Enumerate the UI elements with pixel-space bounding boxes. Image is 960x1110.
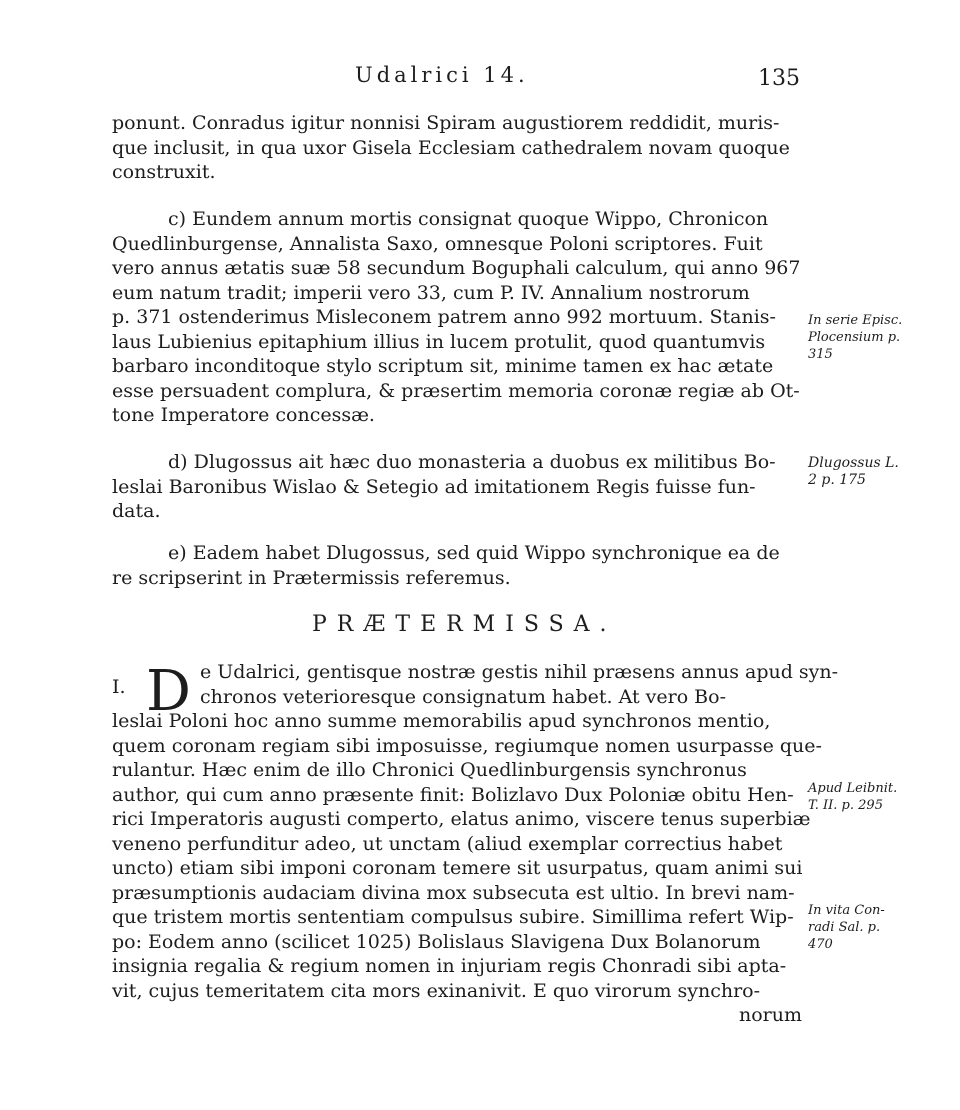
text-line: re scripserint in Prætermissis referemus. xyxy=(112,566,511,589)
text-line: po: Eodem anno (scilicet 1025) Bolislaus Slavigena Dux Bolanorum xyxy=(112,930,761,953)
footnote-e xyxy=(112,541,802,590)
text-line: esse persuadent complura, & præsertim memoria coronæ regiæ ab Ot- xyxy=(112,379,800,402)
text-line: e Udalrici, gentisque nostræ gestis nihil præsens annus apud syn- xyxy=(200,661,839,683)
margin-note-line: In serie Episc. xyxy=(808,313,903,328)
section-heading: PRÆTERMISSA. xyxy=(312,612,617,637)
text-line: p. 371 ostenderimus Misleconem patrem anno 992 mortuum. Stanis- xyxy=(112,306,776,328)
text-line: author, qui cum anno præsente finit: Bolizlavo Dux Poloniæ obitu Hen- xyxy=(112,783,794,806)
margin-note-line: 2 p. 175 xyxy=(808,472,866,488)
text-line: leslai Baronibus Wislao & Setegio ad imitationem Regis fuisse fun- xyxy=(112,475,756,498)
text-line: data. xyxy=(112,500,161,522)
text-line: veneno perfunditur adeo, ut unctam (aliud exemplar correctius habet xyxy=(112,832,783,855)
text-line: quem coronam regiam sibi imposuisse, regiumque nomen usurpasse que- xyxy=(112,734,822,757)
text-line: vit, cujus temeritatem cita mors exinanivit. E quo virorum synchro- xyxy=(112,979,761,1002)
footnote-c xyxy=(112,207,802,428)
text-line: rici Imperatoris augusti comperto, elatus animo, viscere tenus superbiæ xyxy=(112,808,811,830)
drop-cap: D xyxy=(146,659,191,724)
text-line: tone Imperatore concessæ. xyxy=(112,404,375,426)
text-line: uncto) etiam sibi imponi coronam temere sit usurpatus, quam animi sui xyxy=(112,857,803,879)
paragraph-block-1 xyxy=(112,111,802,185)
text-line: chronos veterioresque consignatum habet. At vero Bo- xyxy=(200,685,726,708)
footnote-d xyxy=(112,450,802,524)
page-number: 135 xyxy=(758,66,800,91)
margin-note-line: Dlugossus L. xyxy=(808,455,899,471)
margin-note-leibnit xyxy=(808,780,897,814)
text-line: que tristem mortis sententiam compulsus subire. Simillima refert Wip- xyxy=(112,906,794,928)
text-line: c) Eundem annum mortis consignat quoque Wippo, Chronicon xyxy=(168,208,769,230)
text-line: e) Eadem habet Dlugossus, sed quid Wippo synchronique ea de xyxy=(168,542,780,564)
text-line: præsumptionis audaciam divina mox subsecuta est ultio. In brevi nam- xyxy=(112,881,795,904)
text-line: barbaro inconditoque stylo scriptum sit, minime tamen ex hac ætate xyxy=(112,355,774,377)
text-line: construxit. xyxy=(112,161,216,183)
text-line: eum natum tradit; imperii vero 33, cum P. IV. Annalium nostrorum xyxy=(112,281,750,304)
text-line: Quedlinburgense, Annalista Saxo, omnesque Poloni scriptores. Fuit xyxy=(112,232,763,255)
text-line: vero annus ætatis suæ 58 secundum Boguphali calculum, qui anno 967 xyxy=(112,257,801,279)
margin-note-line: 470 xyxy=(808,937,833,952)
section-number: I. xyxy=(112,676,126,698)
text-line: insignia regalia & regium nomen in injuriam regis Chonradi sibi apta- xyxy=(112,955,787,977)
margin-note-line: In vita Con- xyxy=(808,903,885,918)
running-title: Udalrici 14. xyxy=(355,63,529,87)
margin-note-vita-conradi xyxy=(808,902,885,953)
margin-note-plocensium xyxy=(808,312,902,363)
margin-note-line: T. II. p. 295 xyxy=(808,798,883,813)
text-line: rulantur. Hæc enim de illo Chronici Quedlinburgensis synchronus xyxy=(112,759,747,781)
margin-note-line: Apud Leibnit. xyxy=(808,781,898,796)
text-line: d) Dlugossus ait hæc duo monasteria a duobus ex militibus Bo- xyxy=(168,451,776,473)
text-line: ponunt. Conradus igitur nonnisi Spiram augustiorem reddidit, muris- xyxy=(112,112,780,134)
margin-note-line: radi Sal. p. xyxy=(808,920,881,935)
text-line: laus Lubienius epitaphium illius in lucem protulit, quod quantumvis xyxy=(112,330,766,353)
margin-note-line: Plocensium p. xyxy=(808,330,901,345)
margin-note-line: 315 xyxy=(808,347,833,362)
text-line: norum xyxy=(738,1004,802,1026)
text-line: que inclusit, in qua uxor Gisela Ecclesiam cathedralem novam quoque xyxy=(112,136,790,159)
text-line: leslai Poloni hoc anno summe memorabilis apud synchronos mentio, xyxy=(112,710,771,732)
margin-note-dlugossus xyxy=(808,455,899,489)
